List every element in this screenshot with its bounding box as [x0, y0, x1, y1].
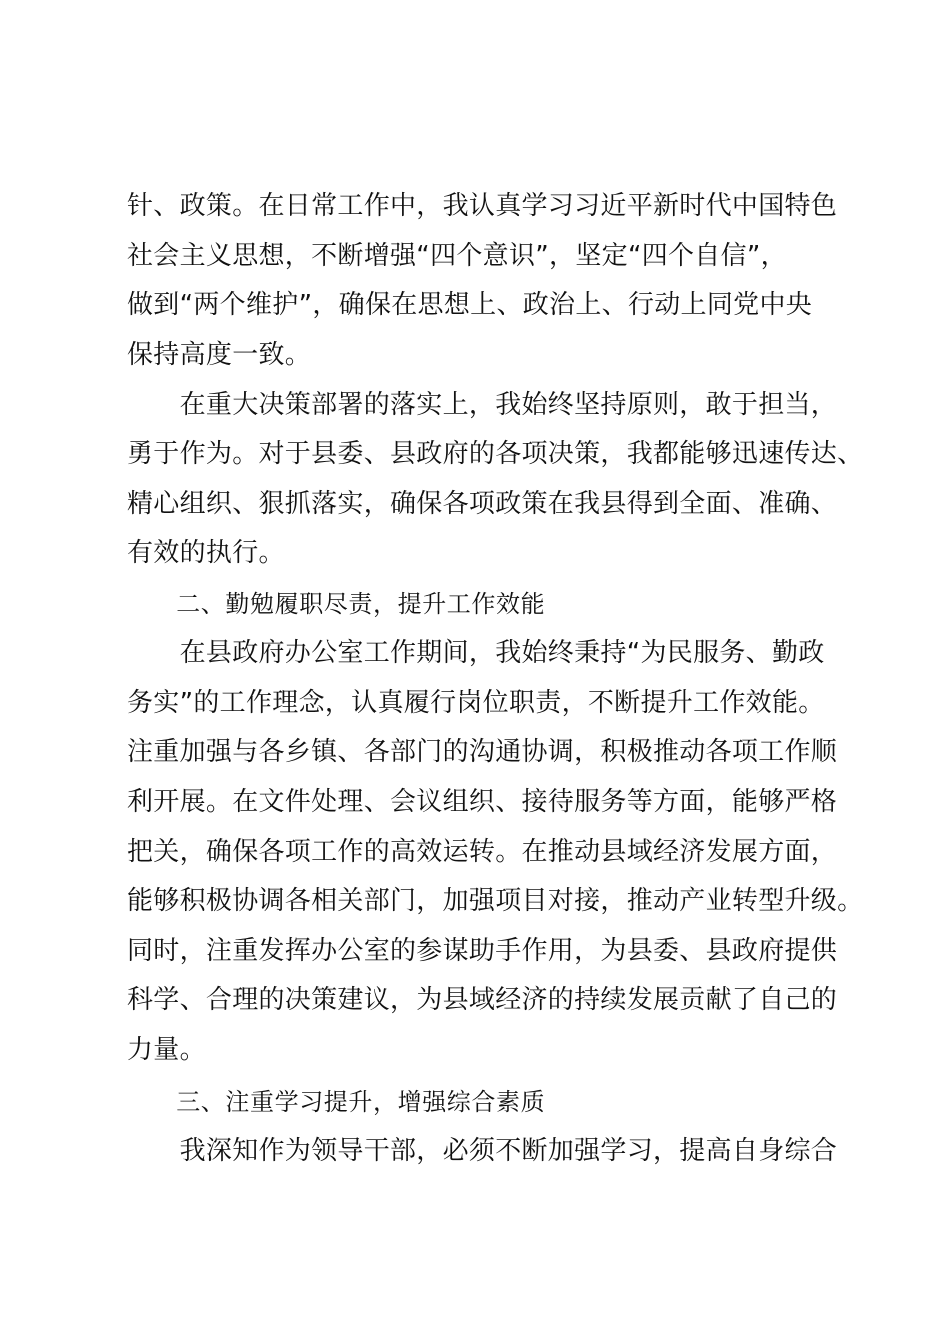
text-line: 我深知作为领导干部，必须不断加强学习，提高自身综合 [127, 1136, 838, 1166]
text-line: 科学、合理的决策建议，为县域经济的持续发展贡献了自己的 [127, 985, 838, 1015]
section-heading: 二、勤勉履职尽责，提升工作效能 [127, 590, 546, 618]
text-line: 把关，确保各项工作的高效运转。在推动县域经济发展方面， [127, 837, 838, 867]
section-heading: 三、注重学习提升，增强综合素质 [127, 1088, 546, 1116]
text-line: 保持高度一致。 [127, 340, 312, 370]
text-line: 精心组织、狠抓落实，确保各项政策在我县得到全面、准确、 [127, 489, 838, 519]
text-line: 勇于作为。对于县委、县政府的各项决策，我都能够迅速传达、 [127, 439, 864, 469]
text-line: 务实”的工作理念，认真履行岗位职责，不断提升工作效能。 [127, 688, 825, 718]
text-line: 利开展。在文件处理、会议组织、接待服务等方面，能够严格 [127, 787, 838, 817]
text-line: 社会主义思想，不断增强“四个意识”，坚定“四个自信”， [127, 241, 787, 271]
text-line: 有效的执行。 [127, 538, 285, 568]
text-line: 同时，注重发挥办公室的参谋助手作用，为县委、县政府提供 [127, 936, 838, 966]
text-line: 力量。 [127, 1035, 206, 1065]
text-line: 在县政府办公室工作期间，我始终秉持“为民服务、勤政 [127, 638, 825, 668]
text-line: 做到“两个维护”，确保在思想上、政治上、行动上同党中央 [127, 290, 813, 320]
text-line: 注重加强与各乡镇、各部门的沟通协调，积极推动各项工作顺 [127, 737, 838, 767]
text-line: 针、政策。在日常工作中，我认真学习习近平新时代中国特色 [127, 191, 838, 221]
text-line: 能够积极协调各相关部门，加强项目对接，推动产业转型升级。 [127, 886, 864, 916]
text-line: 在重大决策部署的落实上，我始终坚持原则，敢于担当， [127, 390, 838, 420]
